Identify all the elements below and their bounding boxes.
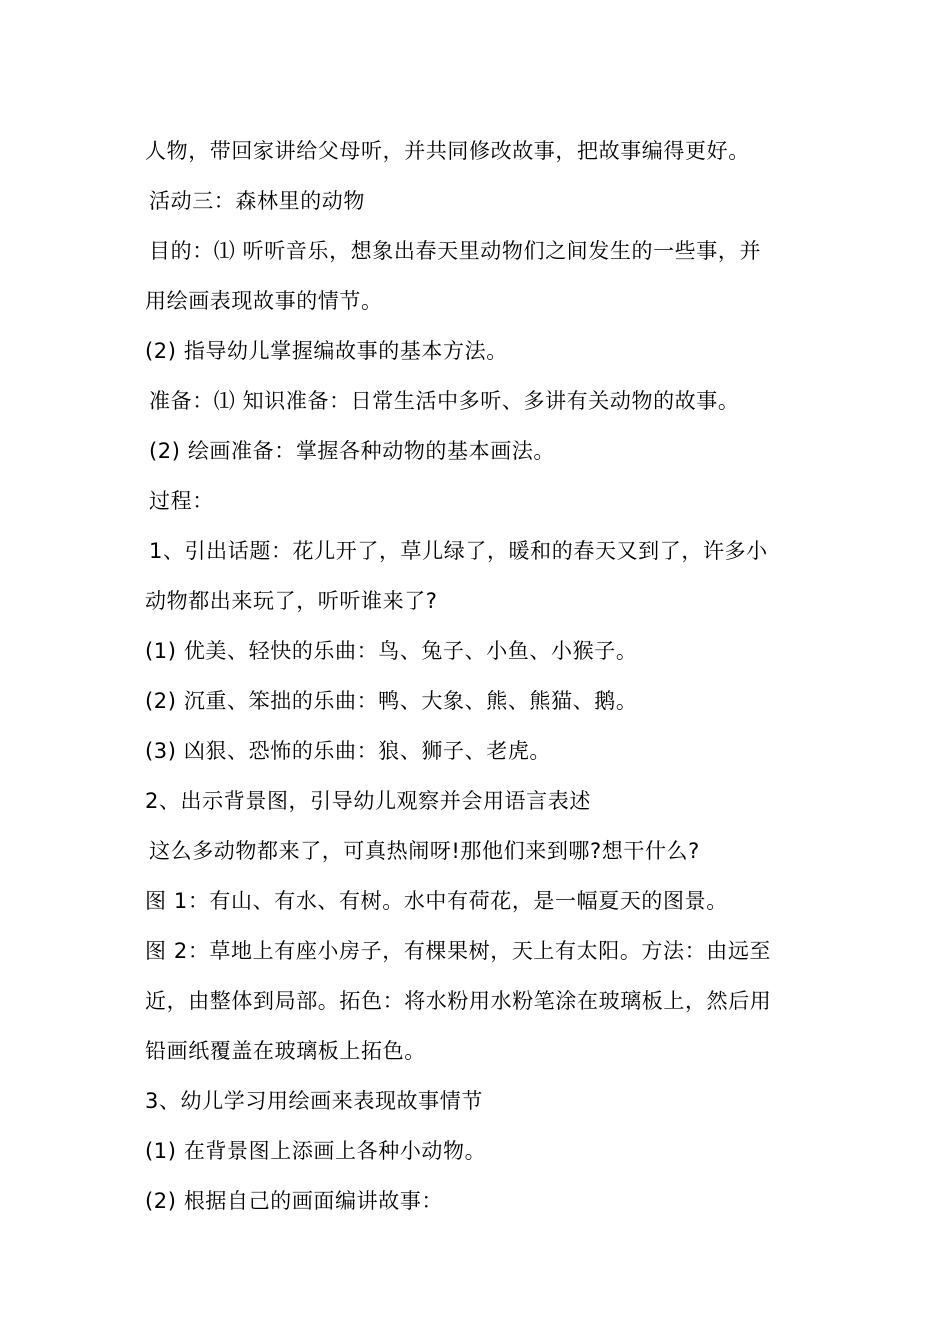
text-line: (2) 指导幼儿掌握编故事的基本方法。 [145,339,508,363]
text-line: 图 1：有山、有水、有树。水中有荷花，是一幅夏天的图景。 [145,889,728,913]
text-line: 动物都出来玩了，听听谁来了? [145,589,438,613]
text-line: 用绘画表现故事的情节。 [145,289,383,313]
text-line: 目的：⑴ 听听音乐，想象出春天里动物们之间发生的一些事，并 [149,239,762,263]
text-line: (2) 沉重、笨拙的乐曲：鸭、大象、熊、熊猫、鹅。 [145,689,638,713]
text-line: 准备：⑴ 知识准备：日常生活中多听、多讲有关动物的故事。 [149,389,740,413]
text-line: 人物，带回家讲给父母听，并共同修改故事，把故事编得更好。 [145,139,750,163]
text-line: (1) 优美、轻快的乐曲：鸟、兔子、小鱼、小猴子。 [145,639,638,663]
text-line: 这么多动物都来了，可真热闹呀!那他们来到哪?想干什么? [149,839,700,863]
text-line: 1、引出话题：花儿开了，草儿绿了，暖和的春天又到了，许多小 [149,539,768,563]
text-line: 近，由整体到局部。拓色：将水粉用水粉笔涂在玻璃板上，然后用 [145,989,772,1013]
text-line: 铅画纸覆盖在玻璃板上拓色。 [145,1039,426,1063]
text-line: (1) 在背景图上添画上各种小动物。 [145,1139,487,1163]
section-heading: 活动三：森林里的动物 [149,189,365,213]
text-line: (2) 绘画准备：掌握各种动物的基本画法。 [149,439,556,463]
text-line: 图 2：草地上有座小房子，有棵果树，天上有太阳。方法：由远至 [145,939,772,963]
text-line: (2) 根据自己的画面编讲故事： [145,1189,444,1213]
text-line: (3) 凶狠、恐怖的乐曲：狼、狮子、老虎。 [145,739,552,763]
text-line: 3、幼儿学习用绘画来表现故事情节 [145,1089,483,1113]
text-line: 过程： [149,489,214,513]
text-line: 2、出示背景图，引导幼儿观察并会用语言表述 [145,789,591,813]
